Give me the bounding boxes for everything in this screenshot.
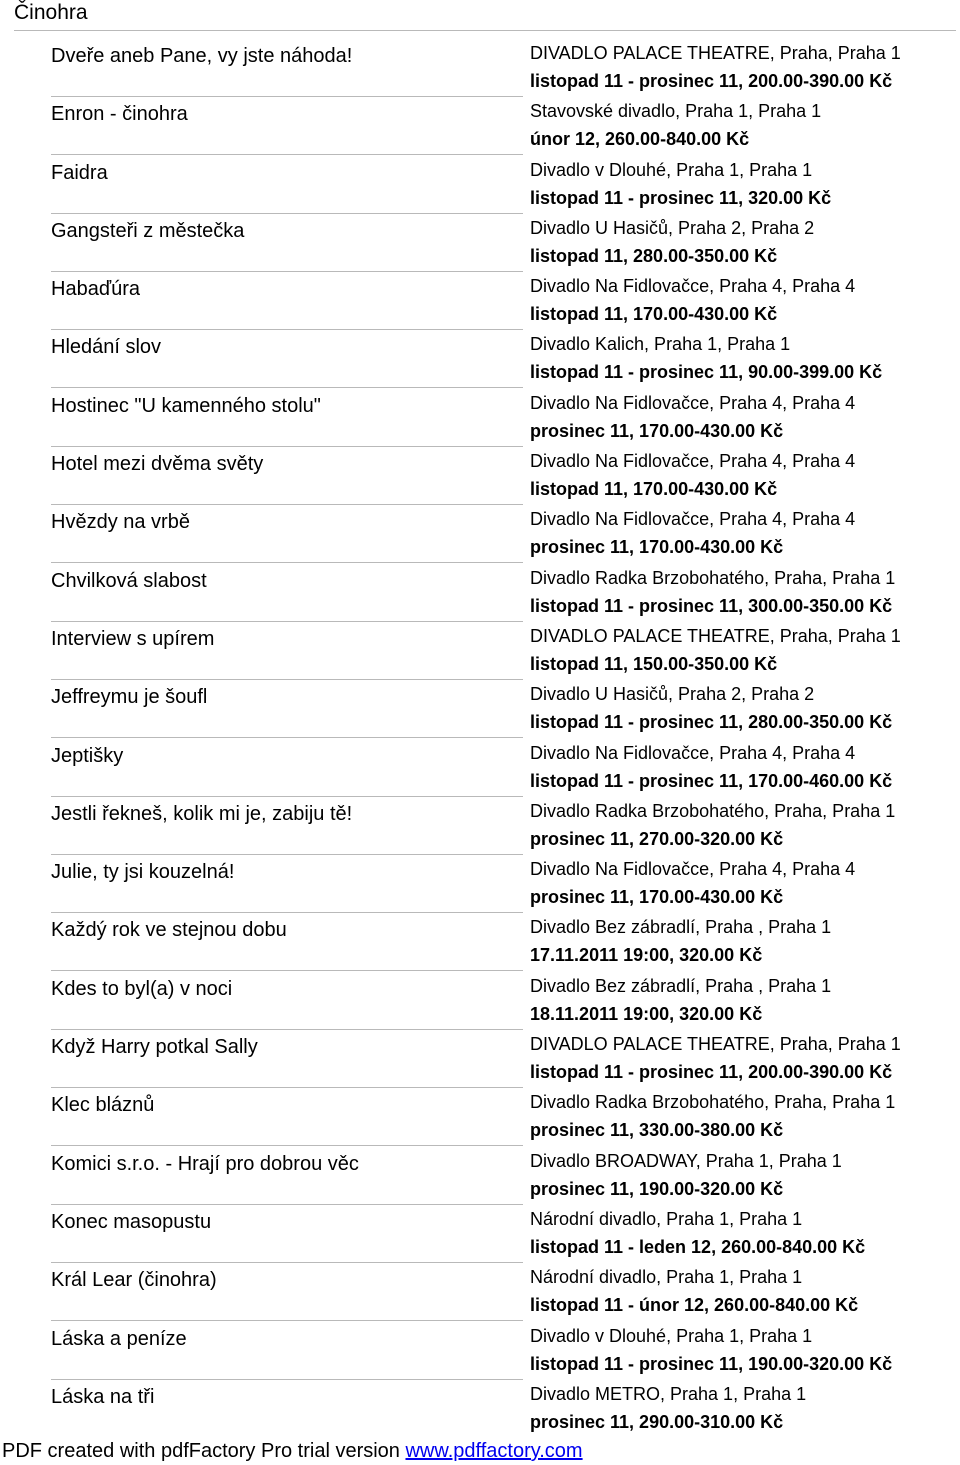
event-title[interactable]: Král Lear (činohra): [51, 1269, 217, 1292]
event-dates-price: listopad 11, 170.00-430.00 Kč: [530, 479, 778, 500]
event-dates-price: listopad 11 - prosinec 11, 320.00 Kč: [530, 187, 832, 208]
event-venue: Národní divadlo, Praha 1, Praha 1: [530, 1267, 803, 1288]
event-venue: Divadlo Na Fidlovačce, Praha 4, Praha 4: [530, 742, 856, 763]
event-title[interactable]: Hvězdy na vrbě: [51, 511, 190, 534]
event-title[interactable]: Láska a peníze: [51, 1327, 187, 1350]
section-divider: [14, 30, 956, 31]
event-venue: Divadlo U Hasičů, Praha 2, Praha 2: [530, 217, 815, 238]
event-venue: Divadlo METRO, Praha 1, Praha 1: [530, 1383, 807, 1404]
event-row: [0, 1088, 960, 1146]
event-row: [0, 913, 960, 971]
event-venue: Divadlo Na Fidlovačce, Praha 4, Praha 4: [530, 276, 856, 297]
event-title[interactable]: Láska na tři: [51, 1385, 155, 1408]
event-venue: Divadlo Kalich, Praha 1, Praha 1: [530, 334, 791, 355]
footer-text: PDF created with pdfFactory Pro trial version: [2, 1440, 406, 1462]
event-dates-price: únor 12, 260.00-840.00 Kč: [530, 129, 750, 150]
event-row: [0, 622, 960, 680]
event-dates-price: listopad 11, 150.00-350.00 Kč: [530, 653, 778, 674]
event-title[interactable]: Každý rok ve stejnou dobu: [51, 919, 287, 942]
event-title[interactable]: Kdes to byl(a) v noci: [51, 977, 233, 1000]
event-dates-price: listopad 11, 170.00-430.00 Kč: [530, 304, 778, 325]
event-row: [0, 505, 960, 563]
event-title[interactable]: Habaďúra: [51, 278, 141, 301]
event-title[interactable]: Chvilková slabost: [51, 569, 207, 592]
event-venue: DIVADLO PALACE THEATRE, Praha, Praha 1: [530, 625, 901, 646]
event-dates-price: listopad 11 - prosinec 11, 90.00-399.00 Kč: [530, 362, 883, 383]
event-venue: Divadlo Radka Brzobohatého, Praha, Praha 1: [530, 800, 896, 821]
footer-link[interactable]: www.pdffactory.com: [405, 1440, 583, 1462]
event-row: [0, 972, 960, 1030]
event-row: [0, 330, 960, 388]
event-dates-price: prosinec 11, 170.00-430.00 Kč: [530, 420, 784, 441]
event-dates-price: listopad 11 - prosinec 11, 170.00-460.00 Kč: [530, 770, 893, 791]
event-row: [0, 97, 960, 155]
event-dates-price: listopad 11 - leden 12, 260.00-840.00 Kč: [530, 1236, 866, 1257]
event-dates-price: listopad 11 - únor 12, 260.00-840.00 Kč: [530, 1295, 859, 1316]
event-row: [0, 1147, 960, 1205]
event-venue: Stavovské divadlo, Praha 1, Praha 1: [530, 101, 822, 122]
event-venue: Divadlo Na Fidlovačce, Praha 4, Praha 4: [530, 859, 856, 880]
event-title[interactable]: Enron - činohra: [51, 103, 188, 126]
event-venue: DIVADLO PALACE THEATRE, Praha, Praha 1: [530, 1034, 901, 1055]
event-venue: Divadlo Na Fidlovačce, Praha 4, Praha 4: [530, 392, 856, 413]
event-dates-price: prosinec 11, 290.00-310.00 Kč: [530, 1411, 784, 1432]
event-dates-price: listopad 11 - prosinec 11, 280.00-350.00 Kč: [530, 712, 893, 733]
event-row: [0, 1205, 960, 1263]
event-dates-price: listopad 11 - prosinec 11, 200.00-390.00 Kč: [530, 1062, 893, 1083]
event-title[interactable]: Hostinec "U kamenného stolu": [51, 394, 321, 417]
event-row: [0, 1322, 960, 1380]
event-title[interactable]: Jestli řekneš, kolik mi je, zabiju tě!: [51, 802, 353, 825]
event-venue: Divadlo v Dlouhé, Praha 1, Praha 1: [530, 159, 813, 180]
event-title[interactable]: Faidra: [51, 161, 108, 184]
event-row: [0, 797, 960, 855]
event-dates-price: prosinec 11, 330.00-380.00 Kč: [530, 1120, 784, 1141]
event-dates-price: prosinec 11, 190.00-320.00 Kč: [530, 1178, 784, 1199]
event-title[interactable]: Jeptišky: [51, 744, 124, 767]
event-row: [0, 156, 960, 214]
event-dates-price: listopad 11 - prosinec 11, 200.00-390.00 Kč: [530, 71, 893, 91]
event-venue: Divadlo v Dlouhé, Praha 1, Praha 1: [530, 1325, 813, 1346]
event-list: [0, 39, 960, 1438]
event-row: [0, 447, 960, 505]
event-title[interactable]: Komici s.r.o. - Hrají pro dobrou věc: [51, 1152, 359, 1175]
event-row: [0, 1263, 960, 1321]
event-venue: Národní divadlo, Praha 1, Praha 1: [530, 1208, 803, 1229]
event-title[interactable]: Klec bláznů: [51, 1094, 155, 1117]
event-dates-price: listopad 11 - prosinec 11, 300.00-350.00 Kč: [530, 595, 893, 616]
event-row: [0, 564, 960, 622]
event-dates-price: 18.11.2011 19:00, 320.00 Kč: [530, 1003, 763, 1024]
event-title[interactable]: Když Harry potkal Sally: [51, 1036, 258, 1059]
event-title[interactable]: Gangsteři z městečka: [51, 219, 245, 242]
event-dates-price: listopad 11, 280.00-350.00 Kč: [530, 245, 778, 266]
pdf-footer: [2, 1438, 583, 1464]
event-row: [0, 680, 960, 738]
event-title[interactable]: Julie, ty jsi kouzelná!: [51, 861, 235, 884]
event-row: [0, 855, 960, 913]
event-venue: Divadlo Bez zábradlí, Praha , Praha 1: [530, 917, 832, 938]
event-row: [0, 214, 960, 272]
event-venue: Divadlo Bez zábradlí, Praha , Praha 1: [530, 975, 832, 996]
event-row: [0, 739, 960, 797]
event-row: [0, 272, 960, 330]
event-title[interactable]: Hotel mezi dvěma světy: [51, 453, 264, 476]
event-dates-price: prosinec 11, 170.00-430.00 Kč: [530, 887, 784, 908]
event-dates-price: prosinec 11, 270.00-320.00 Kč: [530, 828, 784, 849]
event-title[interactable]: Jeffreymu je šoufl: [51, 686, 208, 709]
event-venue: Divadlo Radka Brzobohatého, Praha, Praha 1: [530, 1092, 896, 1113]
event-venue: Divadlo Na Fidlovačce, Praha 4, Praha 4: [530, 451, 856, 472]
event-title[interactable]: Interview s upírem: [51, 627, 215, 650]
event-title[interactable]: Konec masopustu: [51, 1210, 212, 1233]
event-row: [0, 39, 960, 97]
event-row: [0, 389, 960, 447]
event-venue: Divadlo Radka Brzobohatého, Praha, Praha 1: [530, 567, 896, 588]
event-dates-price: 17.11.2011 19:00, 320.00 Kč: [530, 945, 763, 966]
event-title[interactable]: Hledání slov: [51, 336, 162, 359]
event-dates-price: listopad 11 - prosinec 11, 190.00-320.00 Kč: [530, 1353, 893, 1374]
section-title: Činohra: [14, 1, 88, 24]
event-row: [0, 1380, 960, 1438]
event-dates-price: prosinec 11, 170.00-430.00 Kč: [530, 537, 784, 558]
event-venue: Divadlo BROADWAY, Praha 1, Praha 1: [530, 1150, 842, 1171]
event-title[interactable]: Dveře aneb Pane, vy jste náhoda!: [51, 45, 353, 67]
event-venue: DIVADLO PALACE THEATRE, Praha, Praha 1: [530, 43, 901, 63]
event-venue: Divadlo Na Fidlovačce, Praha 4, Praha 4: [530, 509, 856, 530]
event-venue: Divadlo U Hasičů, Praha 2, Praha 2: [530, 684, 815, 705]
event-row: [0, 1030, 960, 1088]
